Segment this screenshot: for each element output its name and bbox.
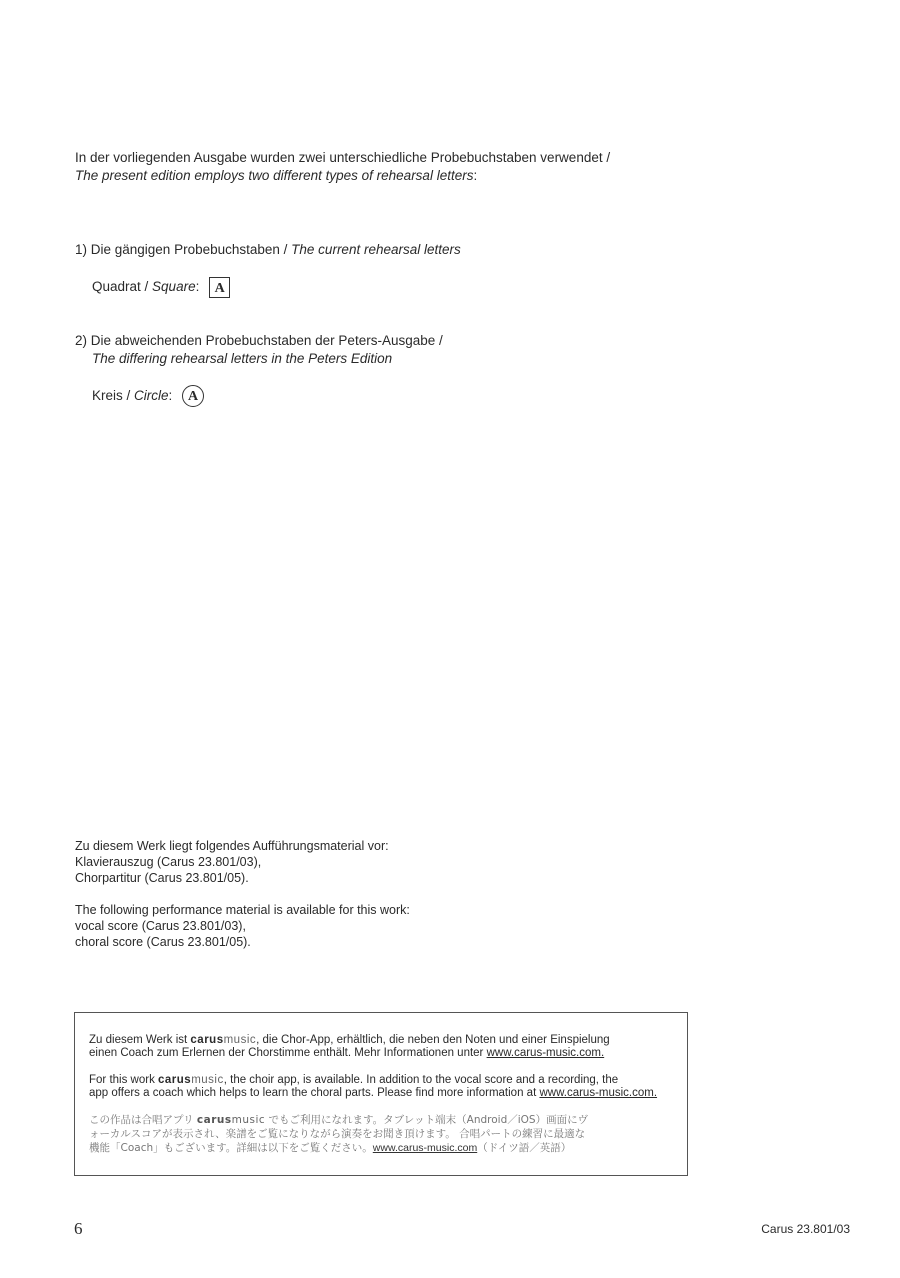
app-box-de bbox=[89, 1034, 679, 1062]
intro-block bbox=[75, 149, 775, 189]
intro-line-en bbox=[75, 167, 477, 185]
item1-label-de: Quadrat / bbox=[92, 279, 149, 294]
item1-heading-de: 1) Die gängigen Probebuchstaben / bbox=[75, 242, 288, 257]
material-en-line: choral score (Carus 23.801/05). bbox=[75, 935, 251, 949]
music-brand-logo: music bbox=[223, 1034, 257, 1046]
item2-label-row bbox=[92, 383, 204, 409]
intro-en-text: The present edition employs two different types of rehearsal letters bbox=[75, 168, 474, 183]
item2-label-en: Circle bbox=[134, 388, 169, 403]
app-en-text: app offers a coach which helps to learn the choral parts. Please find more information at bbox=[89, 1087, 540, 1099]
circle-rehearsal-letter: A bbox=[182, 385, 204, 407]
app-box-jp-line3 bbox=[89, 1142, 571, 1155]
intro-en-colon: : bbox=[473, 168, 478, 183]
item2-heading-en: The differing rehearsal letters in the Peters Edition bbox=[92, 351, 393, 366]
app-box-en bbox=[89, 1074, 679, 1102]
carus-brand-logo: carus bbox=[158, 1074, 192, 1086]
app-jp-text: この作品は合唱アプリ bbox=[89, 1114, 197, 1126]
item2-label-colon: : bbox=[168, 388, 173, 403]
app-box-jp-line2: ォーカルスコアが表示され、楽譜をご覧になりながら演奏をお聞き頂けます。 合唱パートの練習に最適な bbox=[89, 1128, 586, 1140]
app-de-text: Zu diesem Werk ist bbox=[89, 1034, 191, 1046]
item1-label-colon: : bbox=[195, 279, 200, 294]
carus-music-link[interactable]: www.carus-music.com. bbox=[486, 1047, 605, 1059]
app-en-text: For this work bbox=[89, 1074, 159, 1086]
material-de-line: Klavierauszug (Carus 23.801/03), bbox=[75, 855, 262, 869]
carus-brand-logo: carus bbox=[196, 1114, 232, 1126]
carus-music-app-box bbox=[74, 1012, 688, 1176]
app-jp-text: （ドイツ語／英語） bbox=[477, 1142, 572, 1154]
item2-heading bbox=[75, 332, 775, 372]
app-box-en-line1 bbox=[89, 1074, 618, 1087]
carus-music-link[interactable]: www.carus-music.com bbox=[372, 1142, 478, 1154]
intro-line-de: In der vorliegenden Ausgabe wurden zwei unterschiedliche Probebuchstaben verwendet / bbox=[75, 150, 611, 165]
app-box-jp bbox=[89, 1114, 679, 1158]
item1-heading bbox=[75, 241, 461, 259]
item1-label-en: Square bbox=[152, 279, 196, 294]
music-brand-logo: music bbox=[231, 1114, 266, 1126]
material-de-block bbox=[75, 838, 575, 888]
app-jp-text: でもご利用になれます。タブレット端末（Android／iOS）画面にヴ bbox=[265, 1114, 589, 1126]
material-de-line: Chorpartitur (Carus 23.801/05). bbox=[75, 871, 249, 885]
app-box-en-line2 bbox=[89, 1087, 657, 1100]
app-box-de-line2 bbox=[89, 1047, 604, 1060]
carus-brand-logo: carus bbox=[190, 1034, 224, 1046]
app-jp-text: 機能「Coach」もございます。詳細は以下をご覧ください。 bbox=[89, 1142, 373, 1154]
catalog-number: Carus 23.801/03 bbox=[761, 1222, 850, 1236]
app-box-jp-line1 bbox=[89, 1114, 588, 1127]
app-de-text: einen Coach zum Erlernen der Chorstimme enthält. Mehr Informationen unter bbox=[89, 1047, 487, 1059]
material-de-line: Zu diesem Werk liegt folgendes Aufführungsmaterial vor: bbox=[75, 839, 389, 853]
material-en-line: The following performance material is available for this work: bbox=[75, 903, 410, 917]
material-en-block bbox=[75, 902, 575, 952]
page-number: 6 bbox=[74, 1219, 83, 1238]
app-de-text: , die Chor-App, erhältlich, die neben den Noten und einer Einspielung bbox=[256, 1034, 610, 1046]
material-en-line: vocal score (Carus 23.801/03), bbox=[75, 919, 246, 933]
app-en-text: , the choir app, is available. In addition to the vocal score and a recording, the bbox=[223, 1074, 619, 1086]
item1-heading-en: The current rehearsal letters bbox=[291, 242, 461, 257]
item1-label-row bbox=[92, 274, 230, 300]
item2-label-de: Kreis / bbox=[92, 388, 131, 403]
app-box-de-line1 bbox=[89, 1034, 610, 1047]
carus-music-link[interactable]: www.carus-music.com. bbox=[539, 1087, 658, 1099]
item2-heading-de: 2) Die abweichenden Probebuchstaben der Peters-Ausgabe / bbox=[75, 333, 443, 348]
music-brand-logo: music bbox=[191, 1074, 224, 1086]
square-rehearsal-letter: A bbox=[209, 277, 230, 298]
